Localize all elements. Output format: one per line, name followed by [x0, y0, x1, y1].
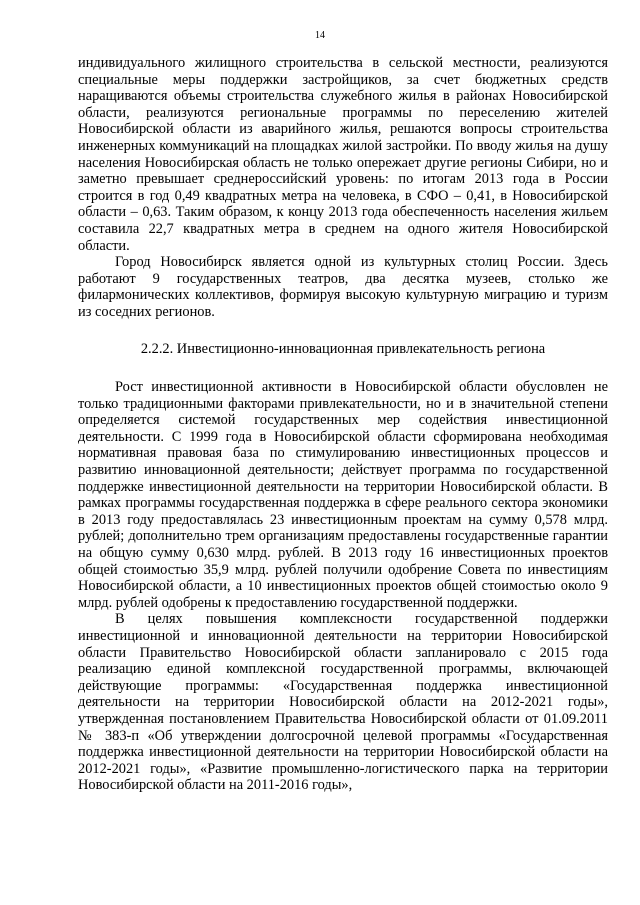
paragraph-housing: индивидуального жилищного строительства в сельской местности, реализуются специальные меры поддержки застройщиков, за счет бюджетных средств наращиваются объемы строительства служебного жилья в районах Новосибирской области, реализуются региональные программы по переселению жителей Новосибирской области из аварийного жилья, решаются вопросы строительства инженерных коммуникаций на площадках жилой застройки. По вводу жилья на душу населения Новосибирская область не только опережает другие регионы Сибири, но и заметно превышает среднероссийский уровень: по итогам 2013 года в России строится в год 0,49 квадратных метра на человека, в СФО – 0,41, в Новосибирской области – 0,63. Таким образом, к концу 2013 года обеспеченность населения жильем составила 22,7 квадратных метра в среднем на одного жителя Новосибирской области. — [78, 55, 608, 254]
document-body — [78, 55, 608, 794]
paragraph-culture: Город Новосибирск является одной из культурных столиц России. Здесь работают 9 государственных театров, два десятка музеев, столько же филармонических коллективов, формируя высокую культурную миграцию и туризм из соседних регионов. — [78, 254, 608, 320]
paragraph-investment-activity: Рост инвестиционной активности в Новосибирской области обусловлен не только традиционными факторами привлекательности, но и в значительной степени определяется системой государственных мер содействия инвестиционной деятельности. С 1999 года в Новосибирской области сформирована необходимая нормативная правовая база по стимулированию инвестиционных процессов и развитию инновационной деятельности; действует программа по государственной поддержке инвестиционной деятельности на территории Новосибирской области. В рамках программы государственная поддержка в сфере реального сектора экономики в 2013 году предоставлялась 23 инвестиционным проектам на сумму 0,578 млрд. рублей; дополнительно трем организациям предоставлены государственные гарантии на общую сумму 0,630 млрд. рублей. В 2013 году 16 инвестиционных проектов общей стоимостью 35,9 млрд. рублей получили одобрение Совета по инвестициям Новосибирской области, а 10 инвестиционных проектов общей стоимостью около 9 млрд. рублей одобрены к предоставлению государственной поддержки. — [78, 379, 608, 611]
section-heading: 2.2.2. Инвестиционно-инновационная привлекательность региона — [140, 340, 546, 357]
page-number: 14 — [315, 30, 325, 41]
paragraph-state-support: В целях повышения комплексности государственной поддержки инвестиционной и инновационной деятельности на территории Новосибирской области Правительство Новосибирской области запланировало с 2015 года реализацию единой комплексной государственной программы, включающей действующие программы: «Государственная поддержка инвестиционной деятельности на территории Новосибирской области на 2012-2021 годы», утвержденная постановлением Правительства Новосибирской области от 01.09.2011 № 383-п «Об утверждении долгосрочной целевой программы «Государственная поддержка инвестиционной деятельности на территории Новосибирской области на 2012-2021 годы», «Развитие промышленно-логистического парка на территории Новосибирской области на 2011-2016 годы», — [78, 611, 608, 794]
